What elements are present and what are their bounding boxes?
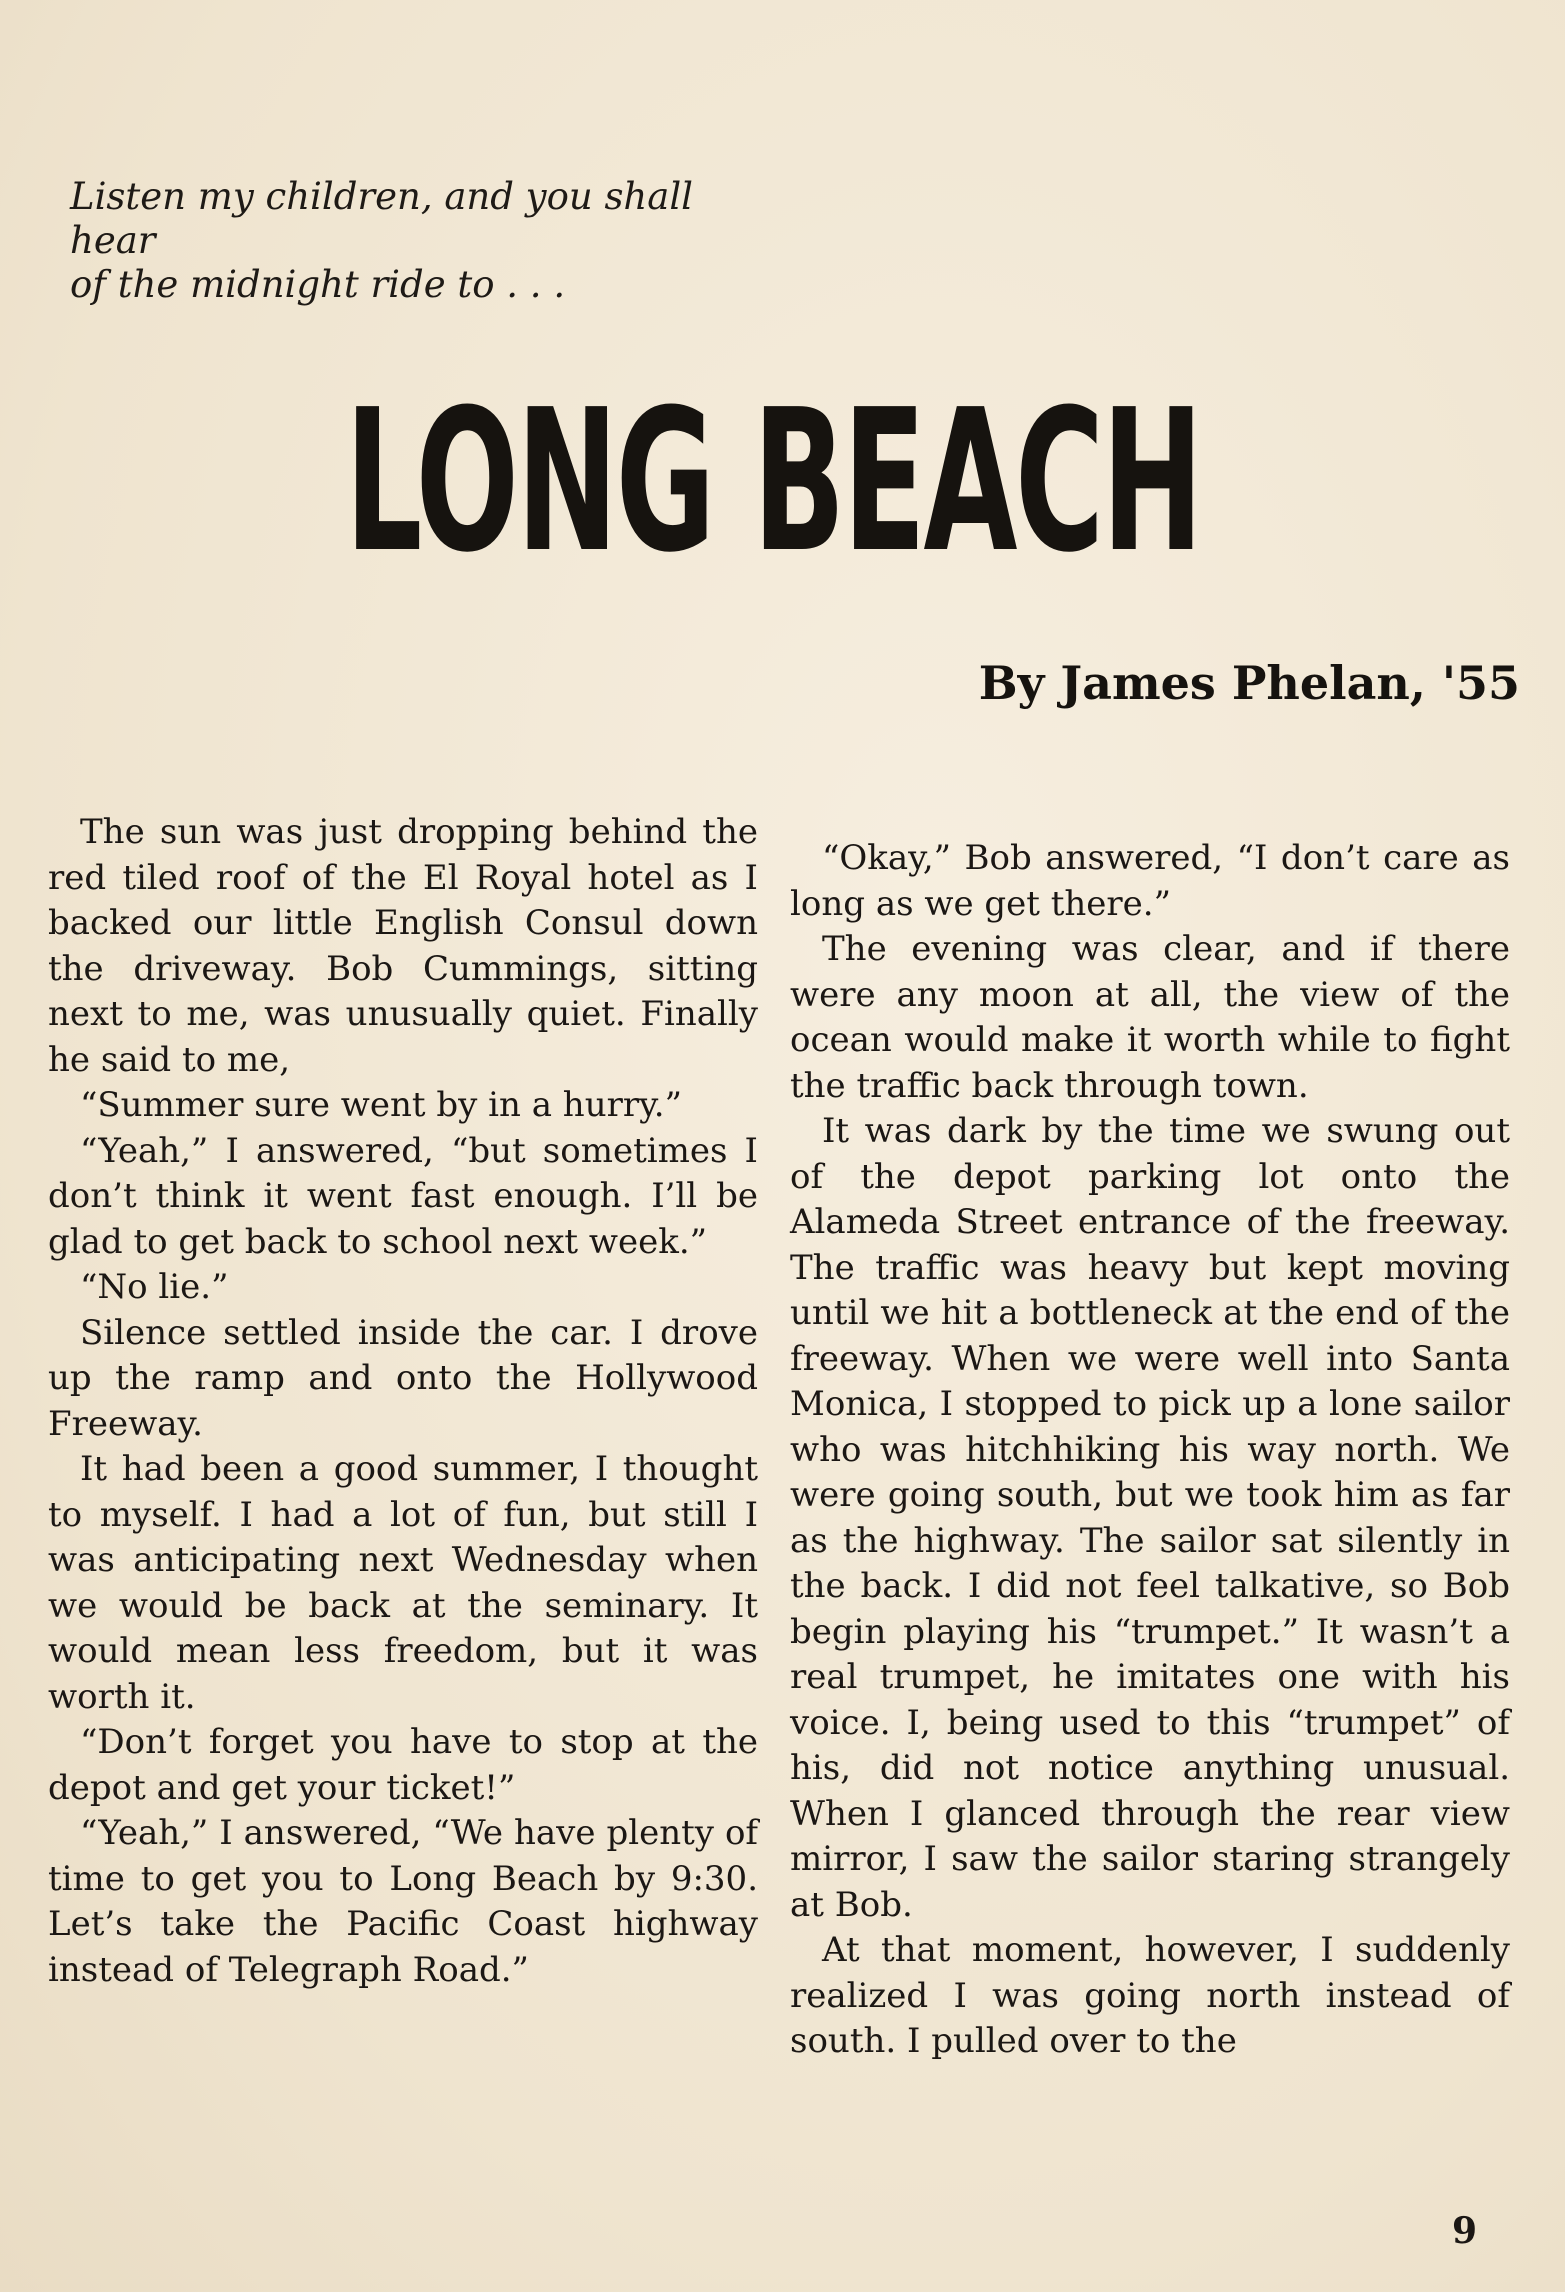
paragraph: “Summer sure went by in a hurry.”: [80, 1085, 682, 1125]
paragraph: The sun was just dropping behind the red tiled roof of the El Royal hotel as I backed our little English Consul down the driveway. Bob Cummings, sitting next to me, was unusually quiet. Finally he said to me,: [48, 812, 758, 1080]
paragraph: “Don’t forget you have to stop at the depot and get your ticket!”: [48, 1722, 758, 1808]
paragraph: It was dark by the time we swung out of the depot parking lot onto the Alameda Street entrance of the freeway. The traffic was heavy but kept moving until we hit a bottleneck at the end of the freeway. When we were well into Santa Monica, I stopped to pick up a lone sailor who was hitchhiking his way north. We were going south, but we took him as far as the highway. The sailor sat silently in the back. I did not feel talkative, so Bob begin playing his “trumpet.” It wasn’t a real trumpet, he imitates one with his voice. I, being used to this “trumpet” of his, did not notice anything unusual. When I glanced through the rear view mirror, I saw the sailor staring strangely at Bob.: [790, 1111, 1510, 1925]
paragraph: “Yeah,” I answered, “We have plenty of time to get you to Long Beach by 9:30. Let’s take the Pacific Coast highway instead of Telegraph Road.”: [48, 1813, 758, 1990]
right-column: [790, 836, 1510, 2065]
paragraph: “Yeah,” I answered, “but sometimes I don’t think it went fast enough. I’ll be glad to get back to school next week.”: [48, 1130, 758, 1262]
epigraph-line-2: of the midnight ride to . . .: [70, 263, 566, 306]
paragraph: The evening was clear, and if there were any moon at all, the view of the ocean would make it worth while to fight the traffic back through town.: [790, 929, 1510, 1106]
epigraph-line-1: Listen my children, and you shall hear: [70, 175, 693, 262]
paragraph: “No lie.”: [80, 1267, 229, 1307]
page-number: 9: [1452, 2210, 1478, 2252]
byline: By James Phelan, '55: [978, 656, 1520, 710]
paragraph: At that moment, however, I suddenly realized I was going north instead of south. I pulled over to the: [790, 1930, 1510, 2061]
epigraph: [70, 175, 790, 307]
paragraph: Silence settled inside the car. I drove up the ramp and onto the Hollywood Freeway.: [48, 1312, 758, 1444]
paragraph: “Okay,” Bob answered, “I don’t care as long as we get there.”: [790, 838, 1510, 924]
left-column: [48, 810, 758, 1993]
paragraph: It had been a good summer, I thought to myself. I had a lot of fun, but still I was anticipating next Wednesday when we would be back at the seminary. It would mean less freedom, but it was worth it.: [48, 1449, 758, 1717]
article-title: LONG BEACH: [345, 368, 1201, 596]
